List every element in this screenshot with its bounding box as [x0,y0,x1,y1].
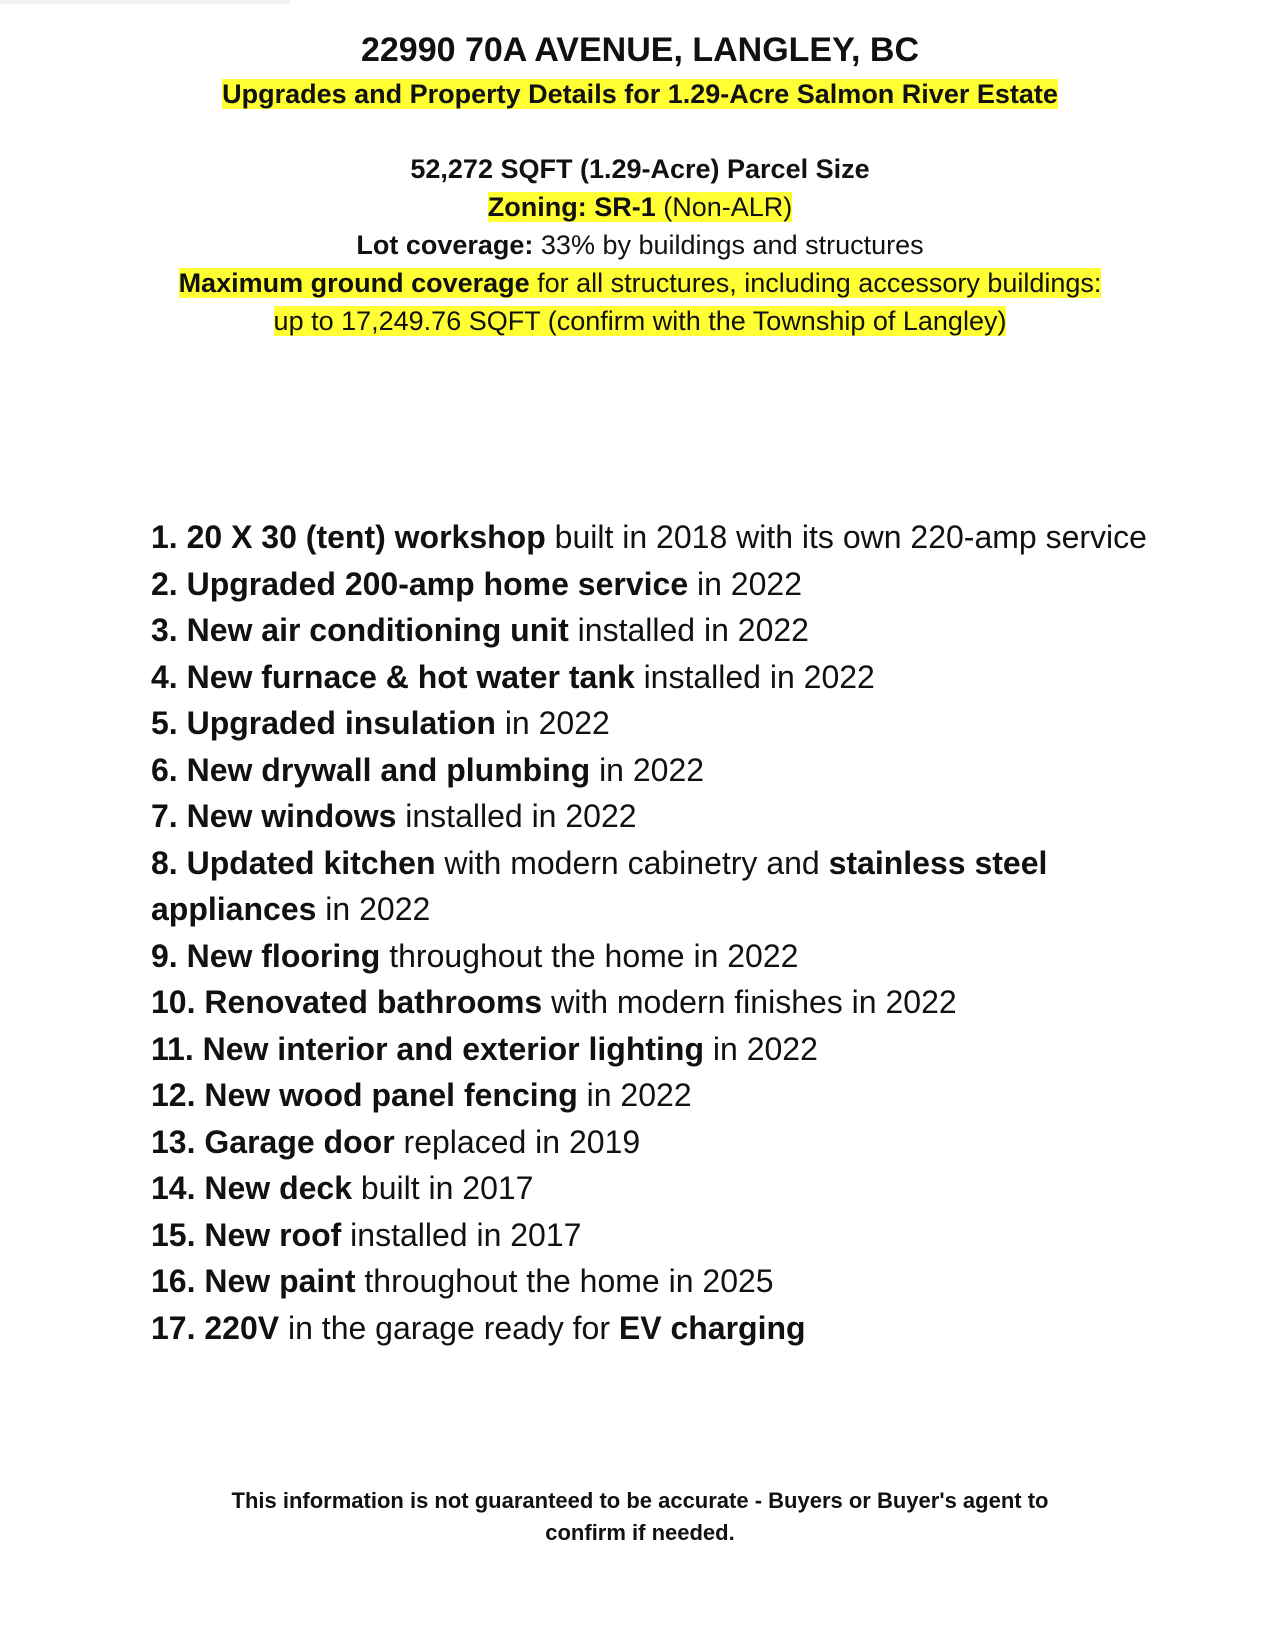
disclaimer-line-1: This information is not guaranteed to be accurate - Buyers or Buyer's agent to [231,1488,1049,1513]
upgrade-title: 2. Upgraded 200-amp home service [151,565,689,602]
max-coverage-text: for all structures, including accessory buildings: [529,268,1102,298]
upgrade-detail: with modern finishes in 2022 [542,984,957,1020]
list-item [151,1165,1151,1212]
list-item [151,514,1151,561]
list-item [151,1258,1151,1305]
upgrade-detail: built in 2017 [352,1170,534,1206]
upgrade-title: 12. New wood panel fencing [151,1077,578,1113]
top-divider-strip [0,0,290,4]
upgrade-title: 14. New deck [151,1170,352,1206]
upgrade-title: 8. Updated kitchen [151,844,436,881]
upgrade-detail: installed in 2017 [341,1216,582,1253]
upgrade-detail: in 2022 [590,751,705,788]
upgrade-detail: replaced in 2019 [394,1123,641,1160]
zoning-note: (Non-ALR) [655,192,793,222]
page-title: 22990 70A AVENUE, LANGLEY, BC [360,31,920,69]
upgrade-title: 13. Garage door [151,1123,395,1160]
max-coverage-value: up to 17,249.76 SQFT (confirm with the Township of Langley) [273,306,1007,336]
list-item [151,1026,1151,1073]
upgrade-title-secondary: EV charging [618,1309,806,1346]
upgrade-title: 10. Renovated bathrooms [151,984,543,1020]
upgrade-title: 7. New windows [151,798,397,834]
upgrade-detail: in 2022 [688,565,802,602]
lot-coverage-label: Lot coverage: [356,230,534,260]
upgrade-title: 17. 220V [151,1309,280,1346]
page-subtitle: Upgrades and Property Details for 1.29-Acre Salmon River Estate [222,79,1058,109]
upgrade-title: 16. New paint [151,1263,356,1299]
list-item [151,793,1151,840]
list-item [151,700,1151,747]
upgrade-title: 9. New flooring [151,937,381,974]
upgrade-title: 3. New air conditioning unit [151,612,569,648]
zoning-label: Zoning: SR-1 [487,192,656,222]
upgrade-title: 11. New interior and exterior lighting [151,1030,704,1067]
list-item [151,840,1151,933]
upgrade-title: 1. 20 X 30 (tent) workshop [151,519,546,555]
property-details [0,150,1280,340]
upgrade-detail-secondary: in 2022 [316,891,431,927]
upgrade-title: 6. New drywall and plumbing [151,751,591,788]
list-item [151,654,1151,701]
upgrades-list [151,514,1151,1351]
list-item [151,747,1151,794]
list-item [151,1072,1151,1119]
list-item [151,979,1151,1026]
upgrade-detail: in 2022 [495,705,610,741]
disclaimer-line-2: confirm if needed. [545,1520,735,1545]
upgrade-detail: with modern cabinetry and [435,844,829,881]
max-coverage-value-row [0,302,1280,340]
upgrade-detail: in 2022 [704,1030,818,1067]
upgrade-title-secondary: stainless steel appliances [151,844,1048,927]
list-item [151,1212,1151,1259]
list-item [151,1305,1151,1352]
zoning-row [0,188,1280,226]
upgrade-detail: installed in 2022 [634,658,875,695]
list-item [151,933,1151,980]
list-item [151,1119,1151,1166]
disclaimer [0,1485,1280,1549]
upgrade-detail: built in 2018 with its own 220-amp service [545,519,1147,555]
zoning-highlight [488,192,793,222]
upgrade-detail: installed in 2022 [568,612,809,648]
document-header [0,28,1280,112]
list-item [151,561,1151,608]
subtitle-row [0,76,1280,112]
upgrade-title: 4. New furnace & hot water tank [151,658,635,695]
max-coverage-label: Maximum ground coverage [178,268,530,298]
lot-coverage-value: 33% by buildings and structures [533,230,924,260]
list-item [151,607,1151,654]
upgrade-title: 5. Upgraded insulation [151,705,496,741]
upgrade-detail: throughout the home in 2025 [355,1263,774,1299]
max-coverage-highlight [179,268,1102,298]
upgrade-detail: installed in 2022 [396,798,637,834]
upgrade-detail: in 2022 [577,1077,692,1113]
upgrade-detail: in the garage ready for [279,1309,619,1346]
max-coverage-row [0,264,1280,302]
upgrade-detail: throughout the home in 2022 [380,937,799,974]
upgrade-title: 15. New roof [151,1216,342,1253]
parcel-size: 52,272 SQFT (1.29-Acre) Parcel Size [410,154,870,184]
lot-coverage-row [0,226,1280,264]
